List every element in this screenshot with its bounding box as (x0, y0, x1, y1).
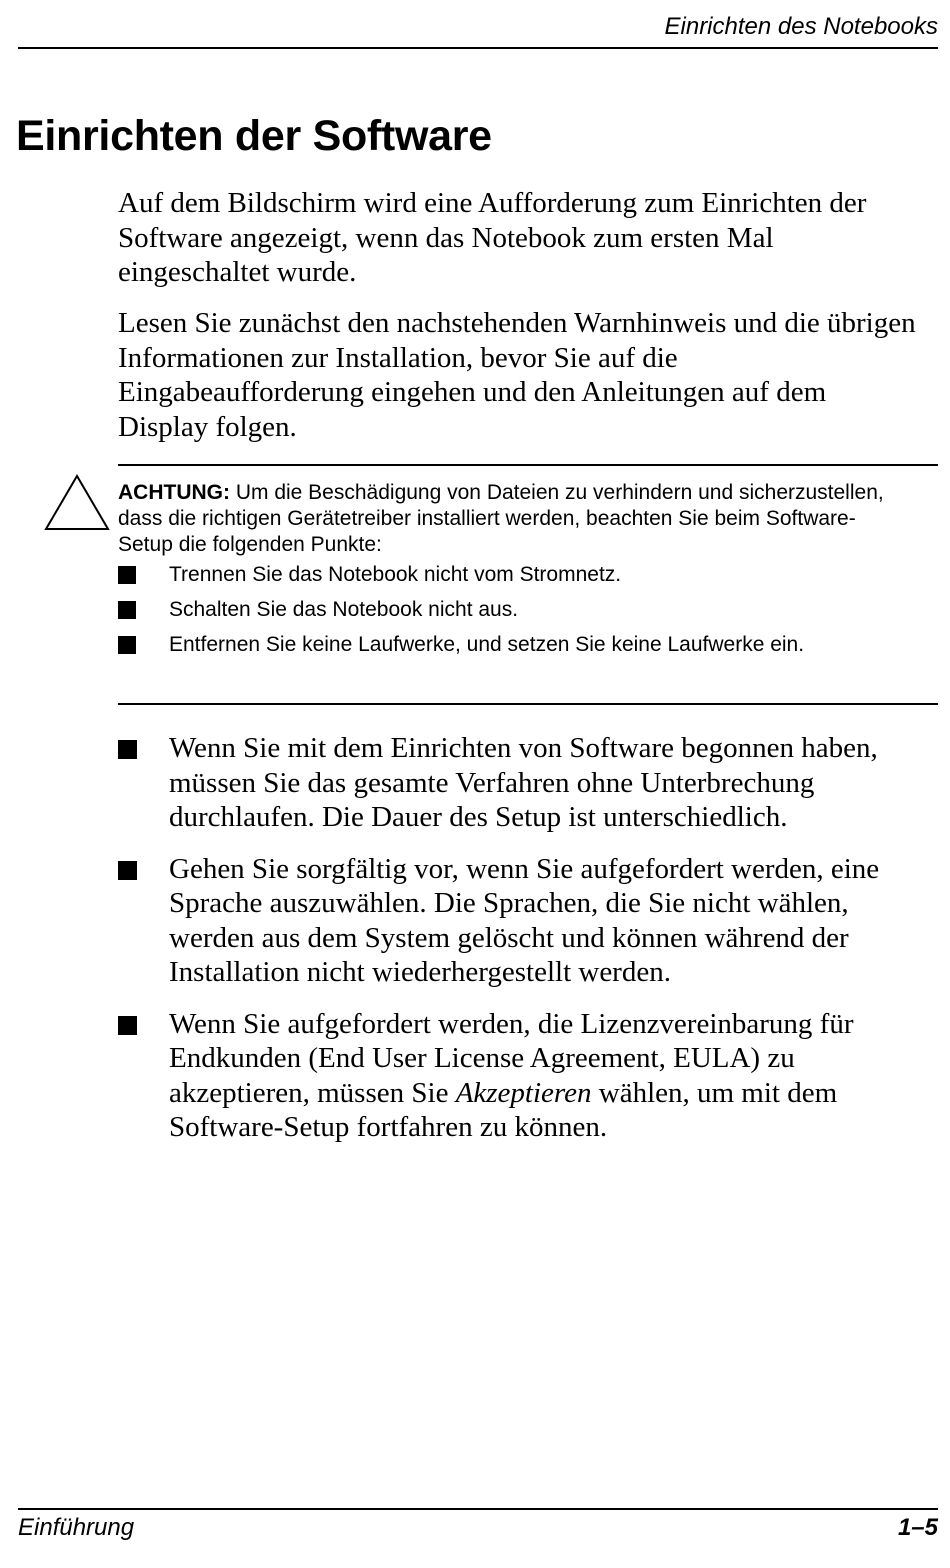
square-bullet-icon (118, 566, 136, 584)
section-title: Einrichten der Software (16, 112, 492, 160)
footer-page-number: 1–5 (897, 1514, 938, 1541)
setup-note-text: Wenn Sie mit dem Einrichten von Software begonnen haben, müssen Sie das gesamte Verfahren ohne Unterbrechung durchlaufen. Die Dauer des Setup ist unterschiedlich. (169, 732, 878, 833)
setup-note-text-after: wählen, um mit dem Software-Setup fortfahren zu können. (169, 1076, 838, 1143)
footer-rule (18, 1508, 938, 1510)
caution-item-text: Trennen Sie das Notebook nicht vom Stromnetz. (169, 563, 622, 586)
setup-note-text-before: Wenn Sie aufgefordert werden, die Lizenzvereinbarung für Endkunden (End User License Agreement, EULA) zu akzeptieren, müssen Sie (169, 1007, 854, 1109)
caution-body: Um die Beschädigung von Dateien zu verhindern und sicherzustellen, dass die richtigen Gerätetreiber installiert werden, beachten Sie beim Software-Setup die folgenden Punkte: (118, 481, 884, 556)
caution-text (118, 480, 908, 558)
caution-rule-bottom (118, 703, 938, 705)
setup-note-text (169, 1008, 854, 1144)
square-bullet-icon (118, 636, 136, 654)
caution-rule-top (118, 464, 938, 466)
caution-list-item (118, 563, 908, 587)
setup-note-text: Gehen Sie sorgfältig vor, wenn Sie aufgefordert werden, eine Sprache auszuwählen. Die Sprachen, die Sie nicht wählen, werden aus dem System gelöscht und können während der Installation nicht wiederhergestellt werden. (169, 852, 880, 988)
setup-note-item (118, 1007, 933, 1145)
intro-paragraph-2: Lesen Sie zunächst den nachstehenden Warnhinweis und die übrigen Informationen zur Installation, bevor Sie auf die Eingabeaufforderung eingehen und den Anleitungen auf dem Display folgen. (118, 307, 916, 443)
caution-item-text: Schalten Sie das Notebook nicht aus. (169, 598, 519, 621)
header-rule (18, 47, 938, 49)
square-bullet-icon (118, 861, 137, 880)
square-bullet-icon (118, 740, 137, 759)
running-header: Einrichten des Notebooks (664, 13, 938, 40)
caution-label: ACHTUNG: (118, 481, 230, 504)
akzeptieren-emphasis: Akzeptieren (455, 1076, 592, 1109)
caution-list (118, 563, 908, 668)
caution-triangle-icon (44, 474, 110, 532)
intro-paragraph-1: Auf dem Bildschirm wird eine Aufforderung zum Einrichten der Software angezeigt, wenn das Notebook zum ersten Mal eingeschaltet wurde. (118, 187, 867, 288)
setup-note-item (118, 731, 933, 835)
setup-notes-list (118, 731, 933, 1162)
square-bullet-icon (118, 1016, 137, 1035)
caution-item-text: Entfernen Sie keine Laufwerke, und setzen Sie keine Laufwerke ein. (169, 633, 805, 656)
caution-list-item (118, 598, 908, 622)
square-bullet-icon (118, 601, 136, 619)
footer-book-title: Einführung (18, 1514, 135, 1541)
setup-note-item (118, 852, 933, 990)
caution-list-item (118, 633, 908, 657)
